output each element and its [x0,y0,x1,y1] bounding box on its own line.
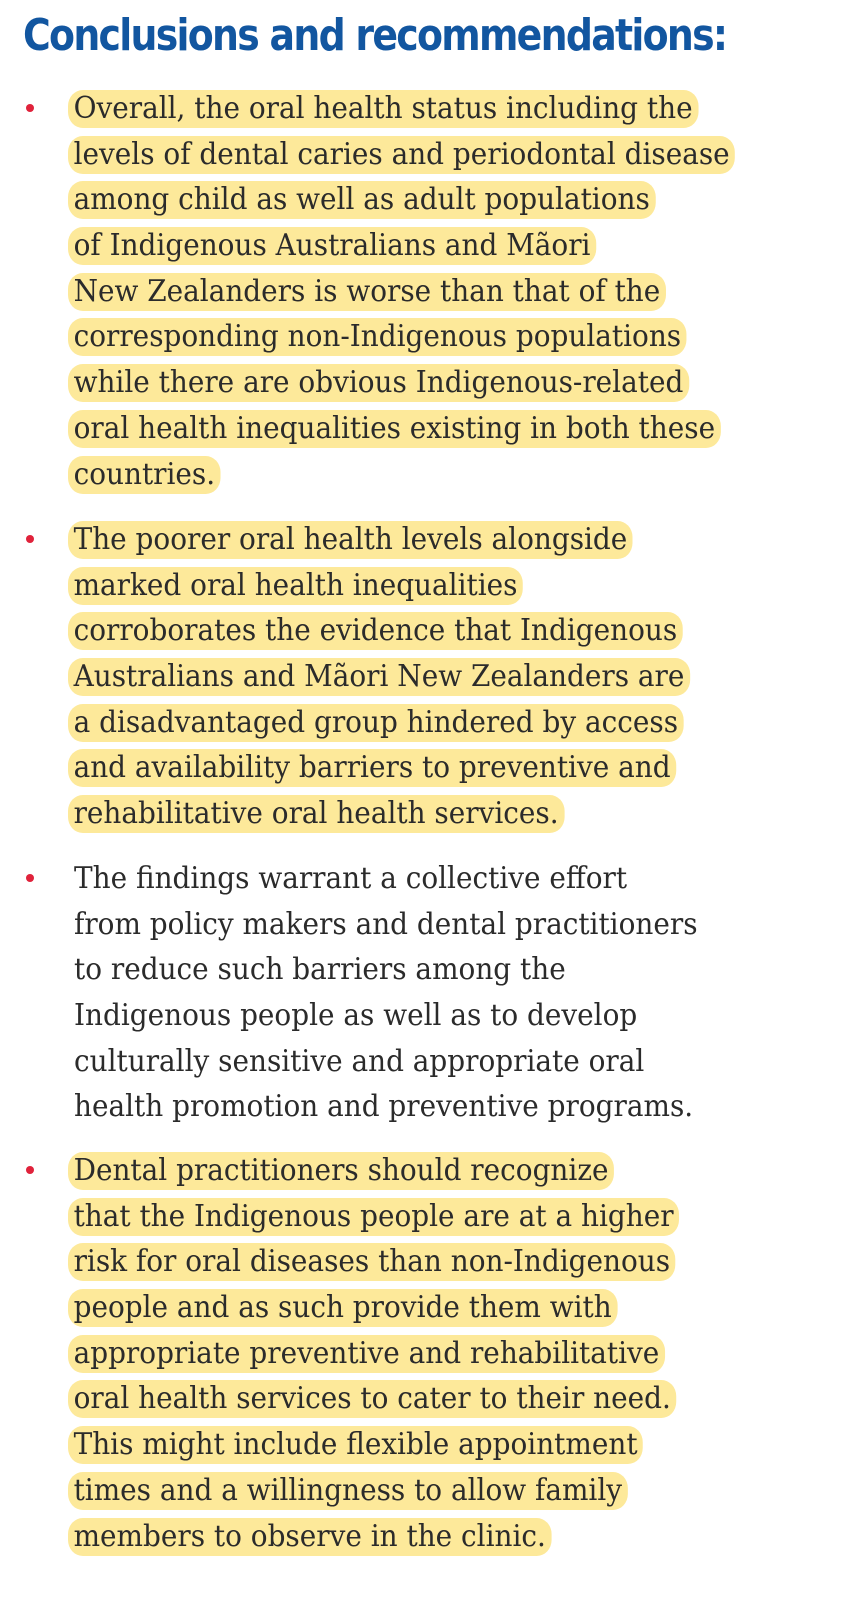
bullet-dot [26,1166,34,1174]
page-title: Conclusions and recommendations: [23,10,727,61]
text-line: marked oral health inequalities [74,563,834,609]
bullet-text [74,856,834,1130]
text-line: Dental practitioners should recognize [74,1148,834,1194]
text-line: oral health services to cater to their need. [74,1376,834,1422]
text-line: while there are obvious Indigenous-related [74,360,834,406]
text-line: and availability barriers to preventive and [74,745,834,791]
text-line: a disadvantaged group hindered by access [74,700,834,746]
text-line: appropriate preventive and rehabilitative [74,1331,834,1377]
text-line: culturally sensitive and appropriate oral [74,1043,645,1079]
text-line: corroborates the evidence that Indigenous [74,608,834,654]
text-line: Australians and Mãori New Zealanders are [74,654,834,700]
text-line: that the Indigenous people are at a higher [74,1194,834,1240]
bullet-dot [26,874,34,882]
text-line: health promotion and preventive programs. [74,1089,694,1125]
text-line: oral health inequalities existing in both these [74,406,834,452]
text-line: Overall, the oral health status including the [74,86,834,132]
text-line: of Indigenous Australians and Mãori [74,223,834,269]
bullet-dot [26,535,34,543]
text-line: countries. [74,452,834,498]
text-line: risk for oral diseases than non-Indigenous [74,1239,834,1285]
bullet-dot [26,104,34,112]
text-line: The poorer oral health levels alongside [74,517,834,563]
text-line: This might include flexible appointment [74,1422,834,1468]
text-line: people and as such provide them with [74,1285,834,1331]
text-line: rehabilitative oral health services. [74,791,834,837]
text-line: The findings warrant a collective effort [74,861,628,896]
text-line: among child as well as adult populations [74,177,834,223]
text-line: New Zealanders is worse than that of the [74,269,834,315]
text-line: members to observe in the clinic. [74,1514,834,1560]
bullet-text [74,517,834,837]
bullet-text [74,86,834,497]
text-line: levels of dental caries and periodontal disease [74,132,834,178]
text-line: Indigenous people as well as to develop [74,998,638,1034]
text-line: from policy makers and dental practitioners [74,906,698,942]
text-line: corresponding non-Indigenous populations [74,314,834,360]
text-line: times and a willingness to allow family [74,1468,834,1514]
text-line: to reduce such barriers among the [74,952,566,988]
bullet-text [74,1148,834,1559]
